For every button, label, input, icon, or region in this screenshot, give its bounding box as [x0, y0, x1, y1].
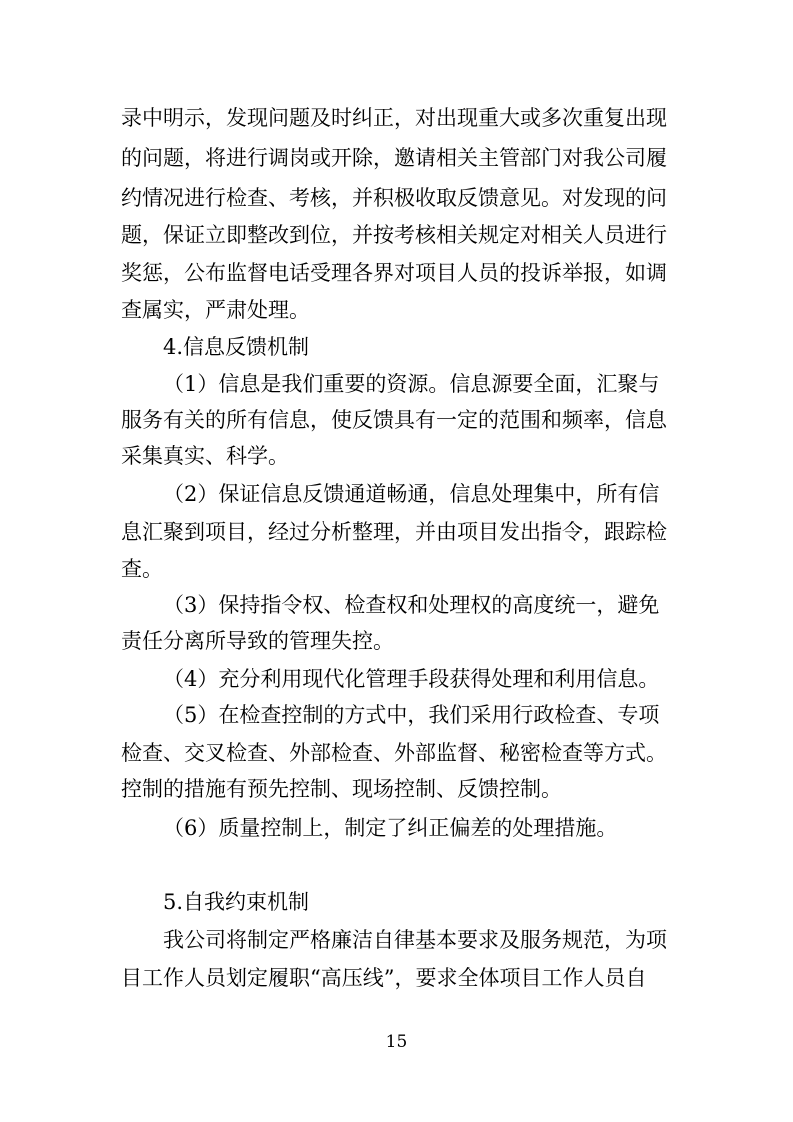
text-line: 服务有关的所有信息，使反馈具有一定的范围和频率，信息 — [121, 408, 667, 432]
list-item-4: （4）充分利用现代化管理手段获得处理和利用信息。 — [163, 667, 660, 691]
page-number: 15 — [385, 1032, 408, 1052]
list-item-1: （1）信息是我们重要的资源。信息源要全面，汇聚与 — [163, 372, 660, 396]
text-line: 录中明示，发现问题及时纠正，对出现重大或多次重复出现 — [121, 106, 667, 130]
section-heading: 4.信息反馈机制 — [163, 335, 310, 359]
text-line: 控制的措施有预先控制、现场控制、反馈控制。 — [121, 777, 562, 801]
list-item-3: （3）保持指令权、检查权和处理权的高度统一，避免 — [163, 593, 660, 617]
text-line: 责任分离所导致的管理失控。 — [121, 629, 394, 653]
text-line: 息汇聚到项目，经过分析整理，并由项目发出指令，跟踪检 — [121, 520, 667, 544]
text-line: 采集真实、科学。 — [121, 444, 289, 468]
text-line: 的问题，将进行调岗或开除，邀请相关主管部门对我公司履 — [121, 146, 667, 170]
text-line: 查。 — [121, 557, 163, 581]
text-line: 题，保证立即整改到位，并按考核相关规定对相关人员进行 — [121, 223, 667, 247]
text-line: 查属实，严肃处理。 — [121, 298, 310, 322]
list-item-6: （6）质量控制上，制定了纠正偏差的处理措施。 — [163, 816, 618, 840]
text-line: 奖惩，公布监督电话受理各界对项目人员的投诉举报，如调 — [121, 261, 667, 285]
list-item-2: （2）保证信息反馈通道畅通，信息处理集中，所有信 — [163, 482, 660, 506]
text-line: 目工作人员划定履职“高压线”，要求全体项目工作人员自 — [121, 966, 647, 990]
text-line: 我公司将制定严格廉洁自律基本要求及服务规范，为项 — [163, 928, 667, 952]
section-heading: 5.自我约束机制 — [163, 890, 310, 914]
text-line: 约情况进行检查、考核，并积极收取反馈意见。对发现的问 — [121, 186, 667, 210]
list-item-5: （5）在检查控制的方式中，我们采用行政检查、专项 — [163, 703, 660, 727]
text-line: 检查、交叉检查、外部检查、外部监督、秘密检查等方式。 — [121, 741, 667, 765]
